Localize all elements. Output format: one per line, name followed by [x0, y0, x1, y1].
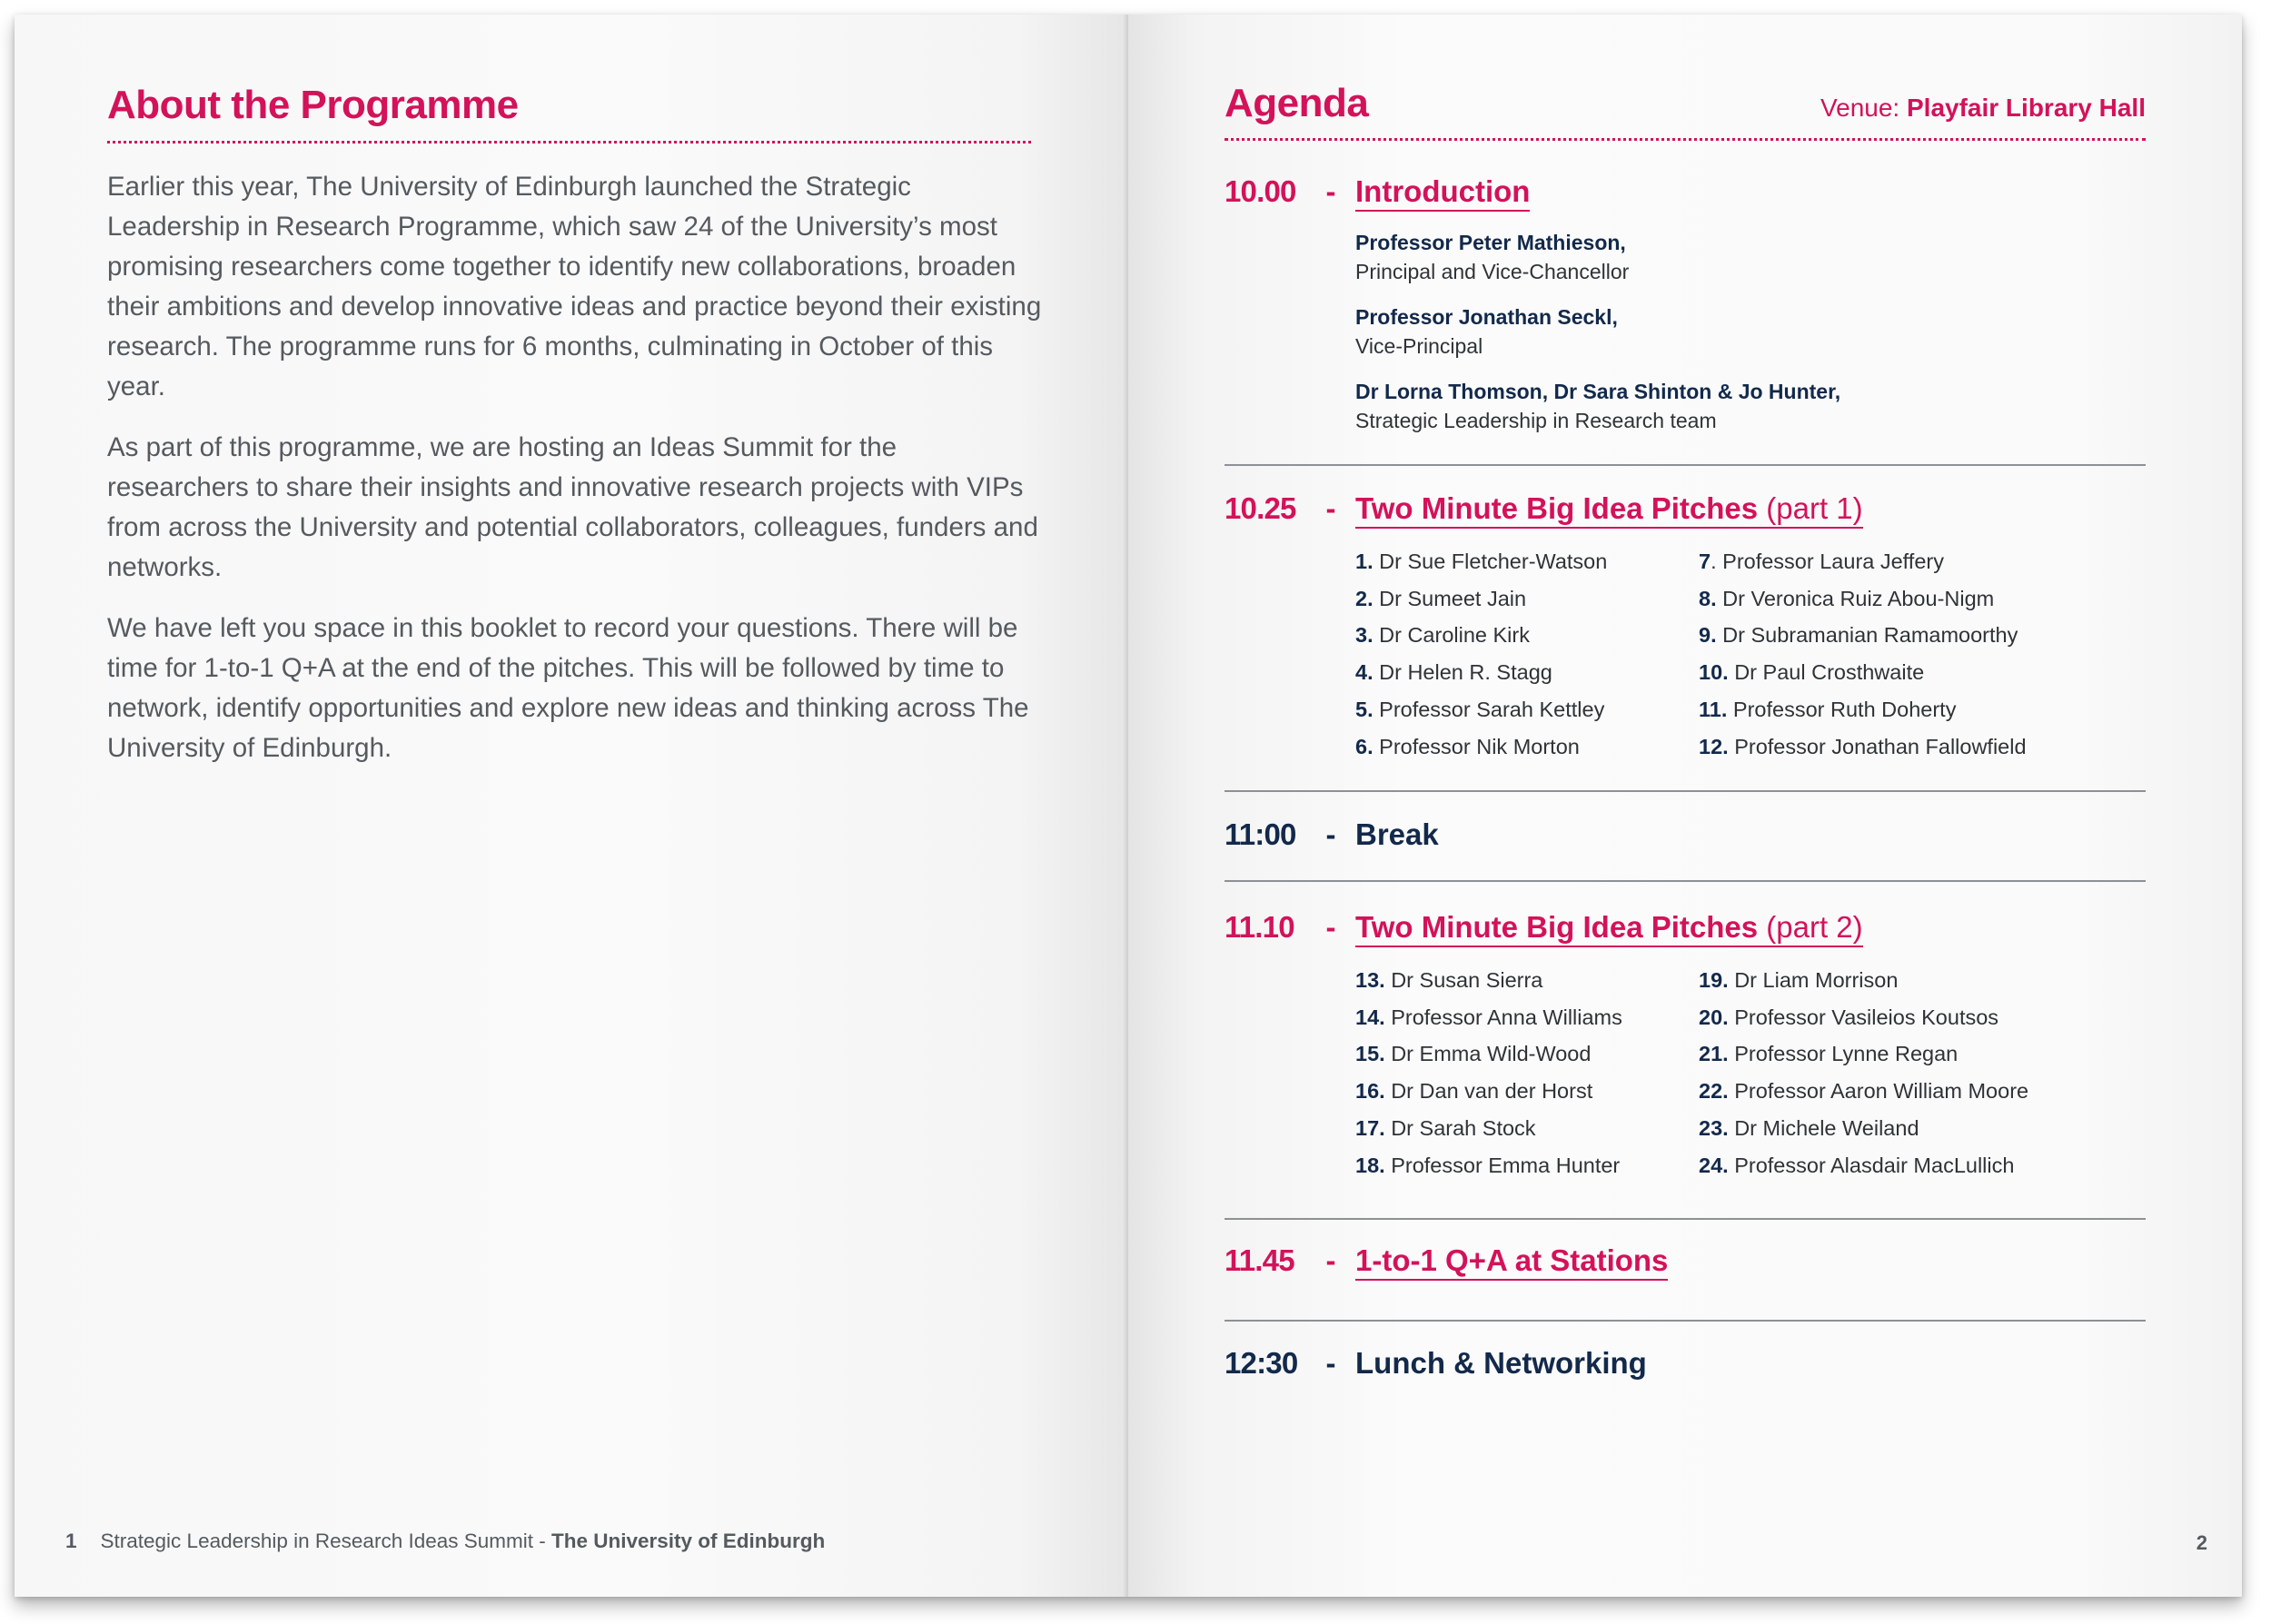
- pitch-item: [1355, 962, 1699, 999]
- pitch-number: 12.: [1699, 734, 1729, 758]
- pitch-number: 18.: [1355, 1153, 1385, 1177]
- session-header: [1225, 1243, 2146, 1281]
- session-title: Break: [1355, 817, 1439, 851]
- pitch-number: 20.: [1699, 1005, 1729, 1029]
- venue: [1820, 94, 2146, 123]
- booklet-spread: [15, 15, 2242, 1597]
- pitch-speaker-name: Dr Susan Sierra: [1391, 968, 1543, 992]
- page-number-right: 2: [2196, 1531, 2207, 1554]
- pitch-item: [1355, 1073, 1699, 1110]
- pitch-list: [1355, 543, 2146, 765]
- about-title: About the Programme: [107, 83, 519, 127]
- section-rule: [1225, 880, 2146, 882]
- pitch-number: 16.: [1355, 1079, 1385, 1104]
- pitch-speaker-name: Dr Michele Weiland: [1734, 1115, 1919, 1140]
- pitch-item: [1699, 1147, 2080, 1184]
- pitch-item: [1699, 691, 2080, 728]
- pitch-item: [1699, 1035, 2080, 1073]
- pitch-speaker-name: Professor Jonathan Fallowfield: [1734, 734, 2027, 758]
- pitch-speaker-name: Dr Liam Morrison: [1734, 968, 1899, 992]
- session-time: 10.25: [1225, 491, 1296, 525]
- session-header: [1225, 817, 2146, 852]
- speaker-name: Professor Peter Mathieson,: [1355, 231, 1626, 254]
- pitch-speaker-name: Professor Alasdair MacLullich: [1734, 1153, 2015, 1177]
- section-rule: [1225, 1320, 2146, 1322]
- session-time: 11.45: [1225, 1243, 1294, 1277]
- pitch-number: 14.: [1355, 1005, 1385, 1029]
- session-introduction: [1225, 174, 2146, 451]
- speaker-role: Principal and Vice-Chancellor: [1355, 260, 1630, 283]
- section-rule: [1225, 790, 2146, 792]
- pitch-number: 13.: [1355, 968, 1385, 992]
- section-rule: [1225, 464, 2146, 466]
- pitch-speaker-name: Professor Nik Morton: [1379, 734, 1580, 758]
- session-time: 10.00: [1225, 174, 1296, 208]
- dotted-divider: [1225, 138, 2146, 141]
- pitch-item: [1355, 580, 1699, 618]
- session-title: Two Minute Big Idea Pitches: [1355, 910, 1759, 944]
- session-pitches-part-2: [1225, 910, 2146, 1183]
- pitch-speaker-name: Professor Laura Jeffery: [1722, 550, 1944, 573]
- pitch-number: 9.: [1699, 623, 1717, 648]
- speaker: [1355, 377, 2146, 435]
- venue-name: Playfair Library Hall: [1906, 94, 2146, 122]
- pitch-list: [1355, 962, 2146, 1183]
- pitch-speaker-name: Dr Sue Fletcher-Watson: [1379, 550, 1608, 573]
- speaker-name: Dr Lorna Thomson, Dr Sara Shinton & Jo Hunter,: [1355, 380, 1841, 403]
- pitch-item: [1699, 543, 2080, 580]
- pitch-item: [1355, 1110, 1699, 1147]
- session-time: 11:00: [1225, 817, 1296, 851]
- pitch-item: [1699, 999, 2080, 1036]
- pitch-number: 11.: [1699, 697, 1728, 721]
- pitch-item: [1699, 728, 2080, 766]
- session-title-link[interactable]: Introduction: [1355, 174, 1530, 212]
- pitch-number: 4.: [1355, 660, 1374, 685]
- pitch-item: [1699, 962, 2080, 999]
- session-dash: -: [1325, 910, 1336, 944]
- pitch-number: 1.: [1355, 550, 1374, 573]
- pitch-item: [1355, 999, 1699, 1036]
- session-time: 11.10: [1225, 910, 1294, 944]
- footer-university: The University of Edinburgh: [551, 1530, 826, 1552]
- speaker-role: Vice-Principal: [1355, 334, 1483, 358]
- pitch-number: 19.: [1699, 968, 1729, 992]
- pitch-item: [1355, 654, 1699, 691]
- pitch-number: 15.: [1355, 1042, 1385, 1066]
- pitch-item: [1355, 691, 1699, 728]
- session-title: Lunch & Networking: [1355, 1346, 1647, 1380]
- session-header: [1225, 491, 2146, 529]
- session-header: [1225, 910, 2146, 947]
- session-pitches-part-1: [1225, 491, 2146, 765]
- session-header: [1225, 174, 2146, 212]
- pitch-speaker-name: Dr Subramanian Ramamoorthy: [1722, 623, 2018, 648]
- pitch-speaker-name: Professor Sarah Kettley: [1379, 697, 1605, 721]
- pitch-speaker-name: Professor Ruth Doherty: [1732, 697, 1957, 721]
- pitch-speaker-name: Dr Emma Wild-Wood: [1391, 1042, 1592, 1066]
- speaker: [1355, 302, 2146, 361]
- session-qa: [1225, 1243, 2146, 1281]
- session-dash: -: [1325, 1243, 1336, 1277]
- right-page: [1128, 15, 2242, 1597]
- pitch-number: 7: [1699, 550, 1711, 573]
- page-number-left: 1: [65, 1530, 77, 1552]
- speaker: [1355, 228, 2146, 286]
- pitch-speaker-name: Professor Lynne Regan: [1734, 1042, 1959, 1066]
- pitch-item: [1355, 1147, 1699, 1184]
- pitch-speaker-name: Professor Anna Williams: [1391, 1005, 1622, 1029]
- pitch-speaker-name: Professor Vasileios Koutsos: [1734, 1005, 1999, 1029]
- pitch-number: 6.: [1355, 734, 1374, 758]
- session-part: (part 1): [1766, 491, 1863, 525]
- pitch-number: 21.: [1699, 1042, 1729, 1066]
- pitch-number-sep: .: [1711, 550, 1717, 573]
- pitch-item: [1355, 1035, 1699, 1073]
- session-dash: -: [1325, 491, 1336, 525]
- session-time: 12:30: [1225, 1346, 1298, 1380]
- pitch-speaker-name: Dr Dan van der Horst: [1391, 1079, 1593, 1104]
- pitch-item: [1355, 728, 1699, 766]
- left-page: [15, 15, 1128, 1597]
- pitch-speaker-name: Dr Helen R. Stagg: [1379, 660, 1552, 685]
- pitch-speaker-name: Dr Sarah Stock: [1391, 1115, 1536, 1140]
- session-break: [1225, 817, 2146, 852]
- pitch-number: 3.: [1355, 623, 1374, 648]
- session-dash: -: [1325, 174, 1336, 208]
- pitch-number: 10.: [1699, 660, 1729, 685]
- pitch-number: 2.: [1355, 586, 1374, 610]
- pitch-speaker-name: Dr Sumeet Jain: [1379, 586, 1527, 610]
- pitch-item: [1355, 543, 1699, 580]
- pitch-speaker-name: Dr Veronica Ruiz Abou-Nigm: [1722, 586, 1995, 610]
- about-section: [107, 82, 1052, 789]
- pitch-number: 5.: [1355, 697, 1374, 721]
- session-dash: -: [1325, 817, 1336, 851]
- pitch-item: [1699, 1110, 2080, 1147]
- pitch-item: [1699, 654, 2080, 691]
- session-title-link[interactable]: 1-to-1 Q+A at Stations: [1355, 1243, 1668, 1281]
- paragraph-3: We have left you space in this booklet to record your questions. There will be time for 1-to-1 Q+A at the end of the pitches. This will be followed by time to network, identify opportunities and explore new ideas and thinking across The University of Edinburgh.: [107, 612, 1029, 763]
- pitch-speaker-name: Dr Caroline Kirk: [1379, 623, 1530, 648]
- dotted-divider: [107, 141, 1031, 144]
- footer-summit-name: Strategic Leadership in Research Ideas Summit -: [100, 1530, 551, 1552]
- paragraph-2: As part of this programme, we are hosting an Ideas Summit for the researchers to share their insights and innovative research projects with VIPs from across the University and potential collaborators, colleagues, funders and networks.: [107, 431, 1038, 582]
- venue-label: Venue:: [1820, 94, 1907, 122]
- speaker-name: Professor Jonathan Seckl,: [1355, 305, 1618, 329]
- pitch-number: 22.: [1699, 1079, 1729, 1104]
- session-header: [1225, 1346, 2146, 1381]
- agenda-title: Agenda: [1225, 81, 1369, 125]
- pitch-item: [1699, 580, 2080, 618]
- pitch-number: 8.: [1699, 586, 1717, 610]
- pitch-speaker-name: Professor Aaron William Moore: [1734, 1079, 2029, 1104]
- section-rule: [1225, 1218, 2146, 1220]
- speaker-list: [1355, 228, 2146, 435]
- session-dash: -: [1325, 1346, 1336, 1380]
- pitch-item: [1699, 1073, 2080, 1110]
- pitch-number: 24.: [1699, 1153, 1729, 1177]
- speaker-role: Strategic Leadership in Research team: [1355, 409, 1717, 432]
- session-lunch: [1225, 1346, 2146, 1381]
- pitch-number: 23.: [1699, 1115, 1729, 1140]
- pitch-speaker-name: Professor Emma Hunter: [1391, 1153, 1621, 1177]
- intro-text: [107, 167, 1043, 768]
- pitch-item: [1355, 617, 1699, 654]
- session-title-link[interactable]: [1355, 910, 1863, 947]
- pitch-item: [1699, 617, 2080, 654]
- paragraph-1: Earlier this year, The University of Edinburgh launched the Strategic Leadership in Research Programme, which saw 24 of the University’s most promising researchers come together to identify new collaborations, broaden their ambitions and develop innovative ideas and practice beyond their existing research. The programme runs for 6 months, culminating in October of this year.: [107, 171, 1042, 401]
- footer-left: [65, 1530, 825, 1553]
- footer-text: [101, 1530, 826, 1553]
- session-title-link[interactable]: [1355, 491, 1863, 529]
- pitch-number: 17.: [1355, 1115, 1385, 1140]
- session-part: (part 2): [1766, 910, 1863, 944]
- agenda-header: [1225, 80, 2146, 128]
- pitch-speaker-name: Dr Paul Crosthwaite: [1734, 660, 1925, 685]
- session-title: Two Minute Big Idea Pitches: [1355, 491, 1759, 525]
